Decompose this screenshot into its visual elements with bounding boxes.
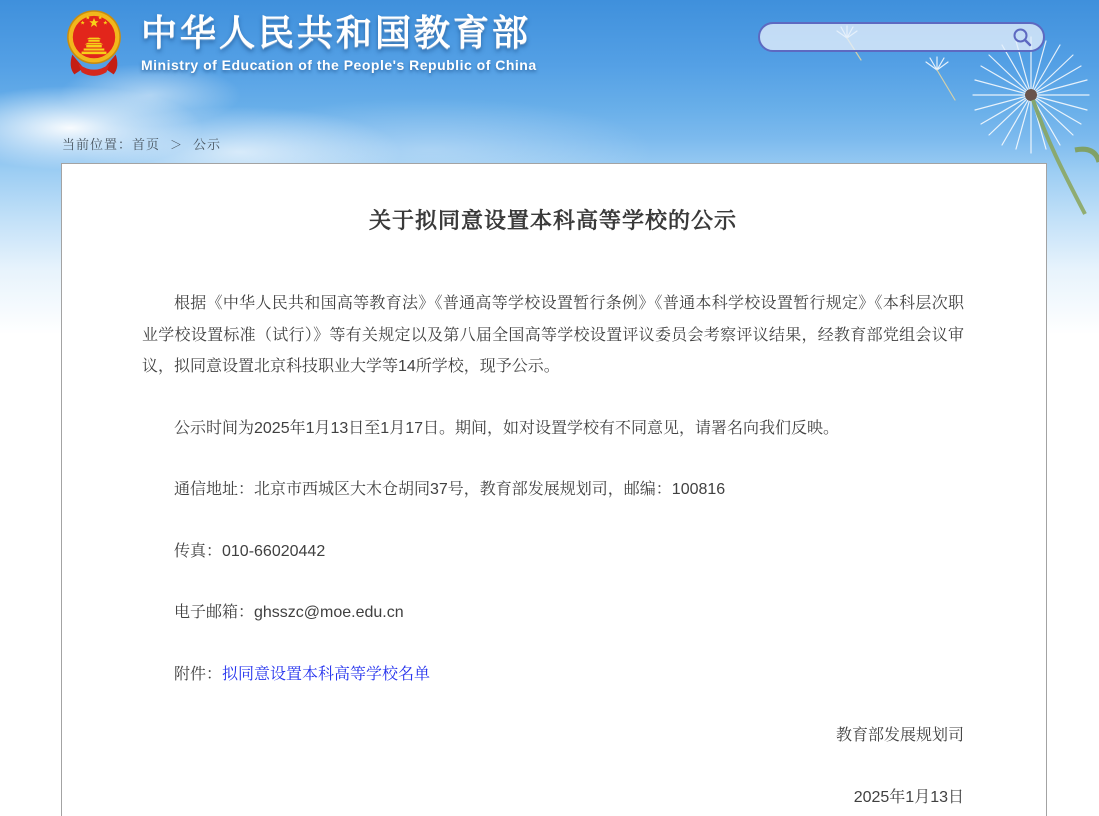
national-emblem-icon [63, 7, 125, 91]
paragraph-fax: 传真：010-66020442 [174, 542, 326, 560]
site-subtitle: Ministry of Education of the People's Republic of China [141, 57, 537, 73]
search-icon [1012, 27, 1032, 47]
site-title: 中华人民共和国教育部 [141, 12, 532, 53]
search-button[interactable] [1009, 24, 1043, 50]
search-input[interactable] [760, 24, 1009, 50]
paragraph-mailing-address: 通信地址：北京市西城区大木仓胡同37号，教育部发展规划司，邮编：100816 [174, 481, 726, 498]
signature: 教育部发展规划司 [835, 727, 964, 744]
attachment-label: 附件： [174, 665, 223, 683]
attachment-row [142, 659, 964, 691]
paragraph-legal-basis: 根据《中华人民共和国高等教育法》《普通高等学校设置暂行条例》《普通本科学校设置暂行规定》《本科层次职业学校设置标准（试行）》等有关规定以及第八届全国高等学校设置评议委员会考察评议结果，经教育部党组会议审议，拟同意设置北京科技职业大学等14所学校，现予公示。 [142, 295, 964, 375]
breadcrumb [62, 134, 221, 153]
article-title: 关于拟同意设置本科高等学校的公示 [368, 208, 737, 233]
article-date: 2025年1月13日 [853, 788, 964, 806]
site-brand[interactable] [63, 7, 537, 91]
breadcrumb-separator: ＞ [170, 138, 184, 152]
paragraph-email: 电子邮箱：ghsszc@moe.edu.cn [174, 604, 404, 621]
breadcrumb-home-link[interactable]: 首页 [132, 137, 161, 152]
attachment-link[interactable]: 拟同意设置本科高等学校名单 [222, 665, 431, 683]
breadcrumb-label: 当前位置： [62, 137, 133, 152]
paragraph-publicity-period: 公示时间为2025年1月13日至1月17日。期间，如对设置学校有不同意见，请署名向我们反映。 [174, 419, 839, 437]
content-panel [61, 163, 1047, 816]
search-bar [758, 22, 1045, 52]
breadcrumb-gongshi-link[interactable]: 公示 [193, 137, 222, 152]
brand-text [141, 7, 537, 73]
